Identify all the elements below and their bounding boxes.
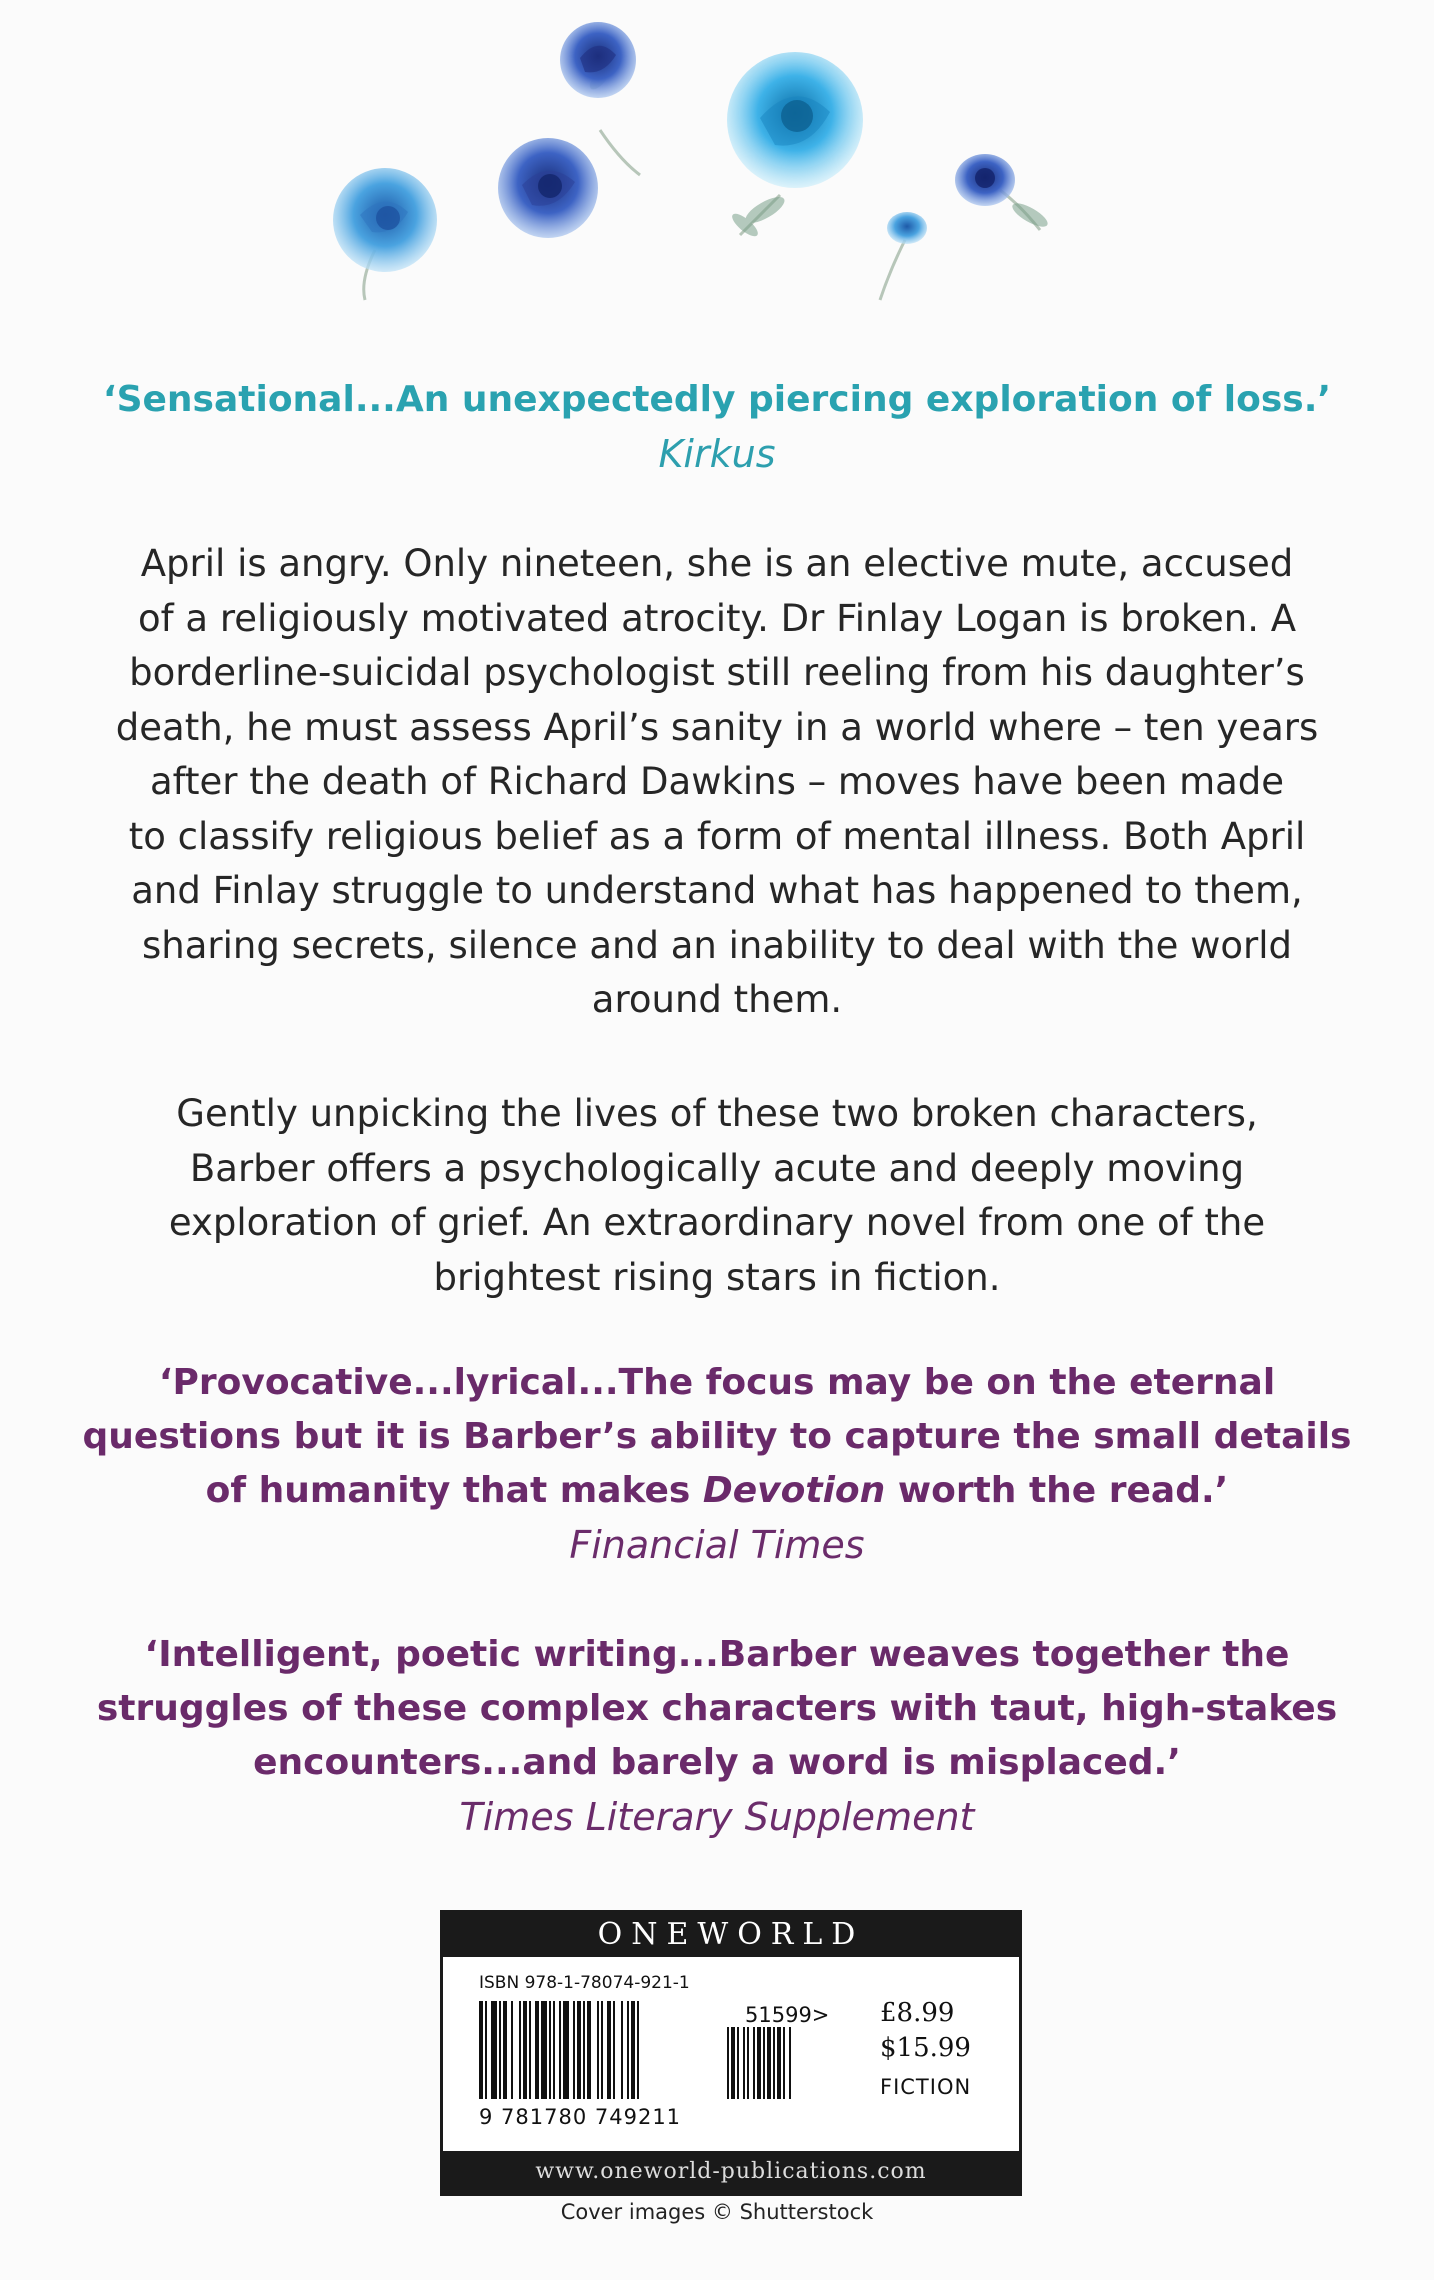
quote-text: questions but it is Barber’s ability to capture the small details: [82, 1416, 1352, 1457]
blurb-line: April is angry. Only nineteen, she is an elective mute, accused: [140, 542, 1294, 585]
blurb-line: exploration of grief. An extraordinary novel from one of the: [168, 1201, 1266, 1244]
review-quote-tls: [0, 1628, 1434, 1844]
book-title: Devotion: [702, 1470, 886, 1511]
barcode-panel: [440, 1910, 1022, 2196]
quote-text: ‘Intelligent, poetic writing...Barber weaves together the: [144, 1634, 1290, 1675]
publisher-logo: ONEWORLD: [443, 1913, 1019, 1957]
blurb-line: Barber offers a psychologically acute and deeply moving: [189, 1146, 1245, 1190]
blurb-line: sharing secrets, silence and an inability to deal with the world: [142, 923, 1292, 967]
quote-source: Financial Times: [569, 1523, 865, 1567]
image-credit: Cover images © Shutterstock: [560, 2200, 874, 2224]
barcode-addon: 51599>: [745, 2003, 830, 2027]
blurb-line: borderline-suicidal psychologist still reeling from his daughter’s: [129, 651, 1305, 694]
review-quote-kirkus: [0, 373, 1434, 481]
price-usd: $15.99: [880, 2033, 971, 2063]
blurb-line: to classify religious belief as a form of mental illness. Both April: [128, 814, 1306, 858]
blurb-line: death, he must assess April’s sanity in a world where – ten years: [115, 705, 1319, 749]
quote-text-with-title: [0, 1464, 1434, 1518]
quote-text: ‘Provocative...lyrical...The focus may be on the eternal: [158, 1362, 1276, 1403]
blurb-line: around them.: [591, 978, 843, 1021]
quote-source: Times Literary Supplement: [459, 1795, 975, 1839]
quote-source: Kirkus: [658, 432, 776, 476]
blurb-line: Gently unpicking the lives of these two broken characters,: [176, 1092, 1258, 1135]
blurb-paragraph-2: [80, 1087, 1354, 1305]
review-quote-financial-times: [0, 1356, 1434, 1572]
price-gbp: £8.99: [880, 1998, 955, 2028]
blurb-line: brightest rising stars in fiction.: [433, 1255, 1001, 1299]
quote-text: worth the read.’: [885, 1470, 1229, 1511]
quote-text: struggles of these complex characters with taut, high-stakes: [96, 1688, 1338, 1729]
category-label: FICTION: [880, 2075, 972, 2099]
quote-text: encounters...and barely a word is misplaced.’: [253, 1742, 1181, 1783]
blurb-line: after the death of Richard Dawkins – moves have been made: [149, 760, 1285, 803]
blurb-line: and Finlay struggle to understand what has happened to them,: [131, 869, 1303, 912]
blurb-paragraph-1: [80, 537, 1354, 1028]
isbn-label: ISBN 978-1-78074-921-1: [479, 1973, 690, 1993]
quote-text: of humanity that makes: [205, 1470, 703, 1511]
quote-text: ‘Sensational...An unexpectedly piercing exploration of loss.’: [102, 379, 1332, 420]
ean-digits: 9 781780 749211: [479, 2105, 682, 2129]
cover-flower-illustration: [0, 0, 1434, 330]
publisher-website: www.oneworld-publications.com: [443, 2151, 1019, 2193]
blurb-line: of a religiously motivated atrocity. Dr Finlay Logan is broken. A: [137, 596, 1297, 640]
